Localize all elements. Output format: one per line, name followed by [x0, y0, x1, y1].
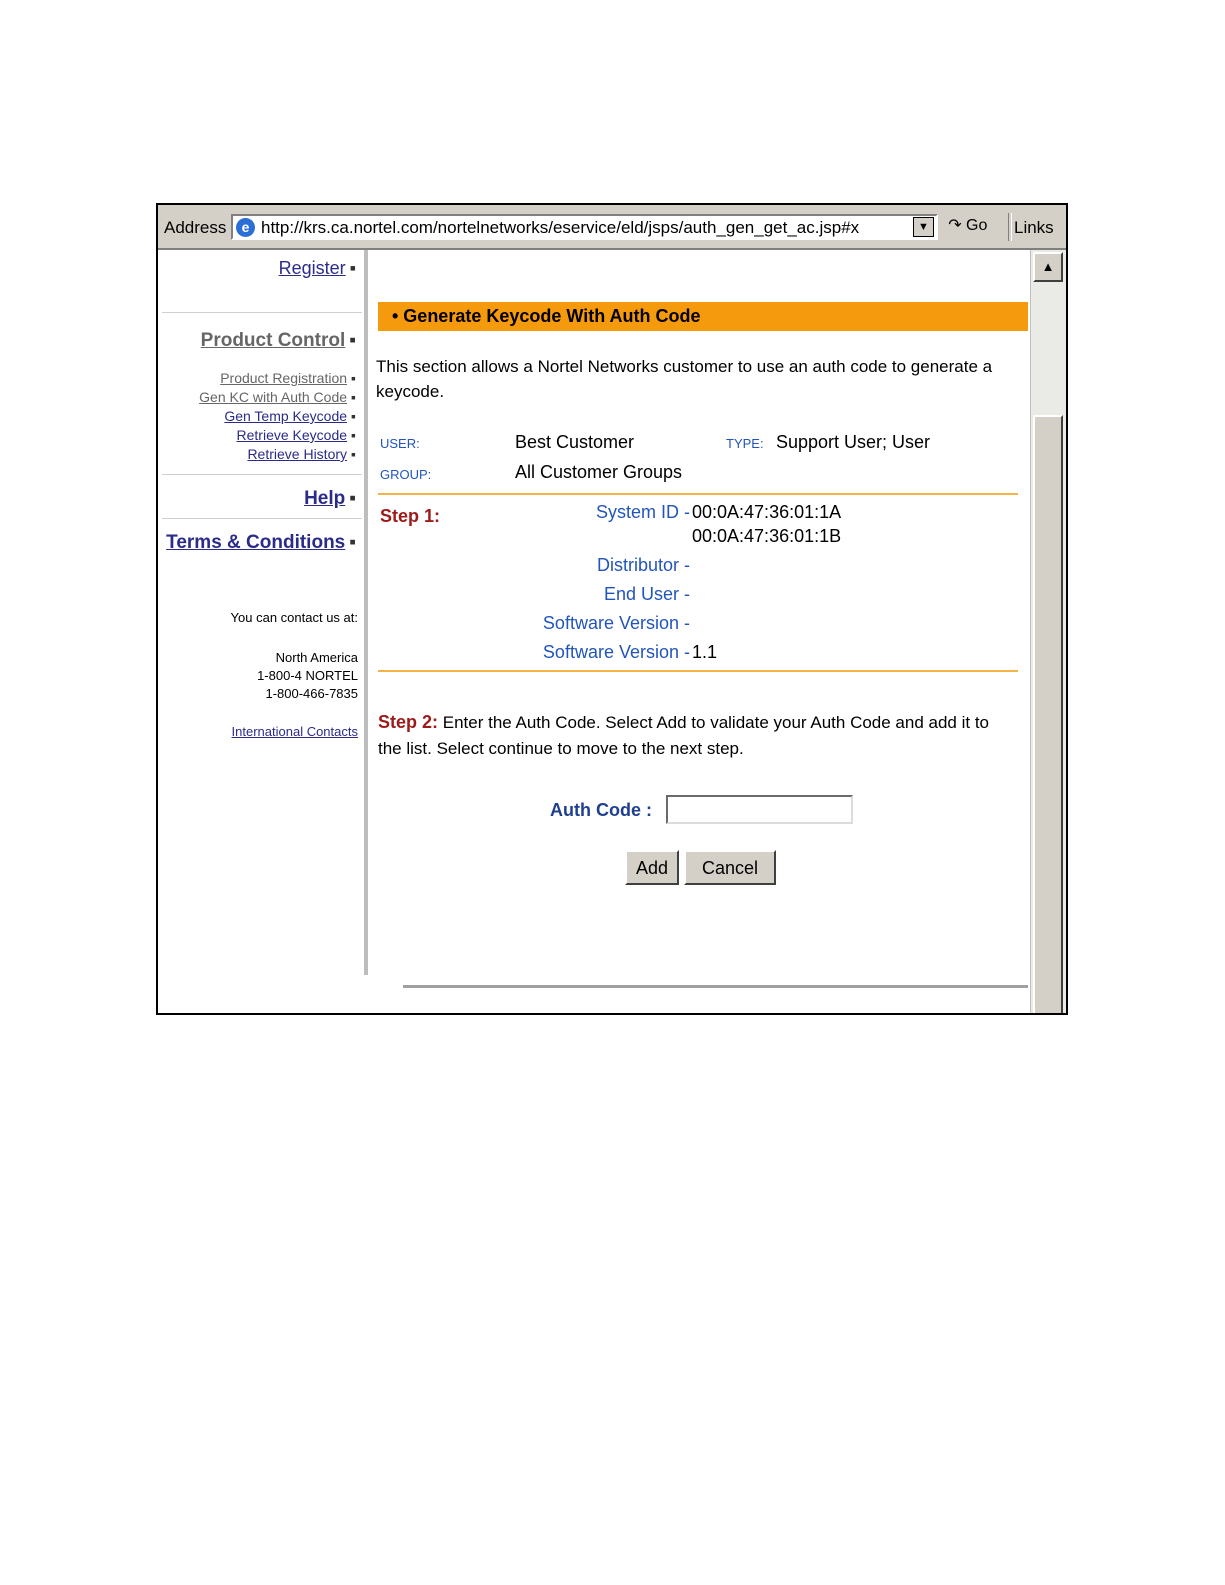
- scroll-thumb[interactable]: [1033, 415, 1063, 1015]
- end-user-label: End User -: [603, 584, 690, 604]
- terms-link[interactable]: Terms & Conditions: [166, 532, 346, 553]
- sidebar-divider: [162, 312, 362, 313]
- distributor-label: Distributor -: [596, 555, 690, 575]
- sidebar-item-register[interactable]: Register ▪: [278, 258, 356, 278]
- section-title: • Generate Keycode With Auth Code: [378, 302, 1028, 331]
- main-content: [368, 250, 1030, 1015]
- address-bar: [158, 205, 1066, 250]
- software-version-label-2: Software Version -: [542, 642, 690, 662]
- group-label: GROUP:: [380, 467, 432, 482]
- product-control-link[interactable]: Product Control: [200, 330, 346, 351]
- sidebar-divider: [162, 474, 362, 475]
- links-button[interactable]: Links: [1014, 218, 1054, 237]
- divider: [378, 493, 1018, 495]
- group-value: All Customer Groups: [515, 462, 683, 482]
- divider: [378, 670, 1018, 672]
- retrieve-history-link[interactable]: Retrieve History: [247, 446, 348, 462]
- user-label: USER:: [380, 436, 420, 451]
- contact-phone-1: 1-800-4 NORTEL: [257, 668, 358, 683]
- help-link[interactable]: Help: [304, 488, 346, 509]
- go-arrow-icon: ↷: [948, 217, 962, 234]
- bottom-divider: [403, 985, 1028, 988]
- toolbar-separator: [1008, 213, 1012, 241]
- sidebar-sub-retrieve-keycode[interactable]: Retrieve Keycode ▪: [236, 427, 356, 443]
- type-value: Support User; User: [776, 432, 931, 452]
- sidebar-sub-product-registration[interactable]: Product Registration ▪: [220, 370, 356, 386]
- sidebar-sub-gen-temp-keycode[interactable]: Gen Temp Keycode ▪: [224, 408, 356, 424]
- product-registration-link[interactable]: Product Registration: [220, 370, 348, 386]
- gen-temp-keycode-link[interactable]: Gen Temp Keycode: [224, 408, 348, 424]
- step2-instructions: [378, 709, 1008, 762]
- auth-code-input[interactable]: [666, 795, 853, 824]
- contact-intro: You can contact us at:: [230, 610, 358, 625]
- intro-text: This section allows a Nortel Networks customer to use an auth code to generate a keycode.: [376, 357, 993, 401]
- dropdown-arrow-icon[interactable]: ▼: [913, 217, 934, 237]
- system-id-value-1: 00:0A:47:36:01:1A: [692, 502, 842, 522]
- auth-code-label: Auth Code :: [550, 800, 652, 820]
- software-version-label-1: Software Version -: [542, 613, 690, 633]
- add-button[interactable]: Add: [625, 850, 679, 885]
- sidebar-sub-retrieve-history[interactable]: Retrieve History ▪: [247, 446, 356, 462]
- contact-phone-2: 1-800-466-7835: [265, 686, 358, 701]
- software-version-value: 1.1: [692, 642, 718, 662]
- sidebar-divider: [162, 518, 362, 519]
- sidebar-item-terms[interactable]: Terms & Conditions ▪: [166, 532, 356, 553]
- ie-globe-icon: e: [236, 218, 255, 237]
- contact-region: North America: [275, 650, 358, 665]
- system-id-label: System ID -: [595, 502, 690, 522]
- scroll-up-arrow-icon[interactable]: ▲: [1033, 252, 1063, 282]
- step1-label: Step 1:: [380, 506, 441, 526]
- address-field[interactable]: [231, 214, 938, 240]
- sidebar-item-product-control[interactable]: Product Control ▪: [200, 330, 356, 351]
- browser-window: [156, 203, 1068, 1015]
- sidebar-sub-gen-kc-auth[interactable]: Gen KC with Auth Code ▪: [199, 389, 356, 405]
- retrieve-keycode-link[interactable]: Retrieve Keycode: [236, 427, 348, 443]
- vertical-scrollbar[interactable]: [1030, 250, 1066, 1015]
- international-contacts-link[interactable]: International Contacts: [231, 724, 358, 739]
- register-link[interactable]: Register: [278, 258, 346, 278]
- step2-text: Enter the Auth Code. Select Add to validate your Auth Code and add it to the list. Select continue to move to the next step.: [378, 713, 990, 758]
- go-label: Go: [966, 217, 988, 234]
- url-text[interactable]: http://krs.ca.nortel.com/nortelnetworks/eservice/eld/jsps/auth_gen_get_ac.jsp#x: [261, 218, 860, 237]
- gen-kc-auth-link[interactable]: Gen KC with Auth Code: [199, 389, 348, 405]
- user-value: Best Customer: [515, 432, 635, 452]
- sidebar: [158, 250, 368, 975]
- cancel-button[interactable]: Cancel: [684, 850, 776, 885]
- step2-label: Step 2:: [378, 712, 439, 732]
- system-id-value-2: 00:0A:47:36:01:1B: [692, 526, 842, 546]
- address-label: Address: [164, 218, 227, 237]
- type-label: TYPE:: [726, 436, 764, 451]
- sidebar-item-help[interactable]: Help ▪: [304, 488, 356, 509]
- go-button[interactable]: [944, 215, 1004, 239]
